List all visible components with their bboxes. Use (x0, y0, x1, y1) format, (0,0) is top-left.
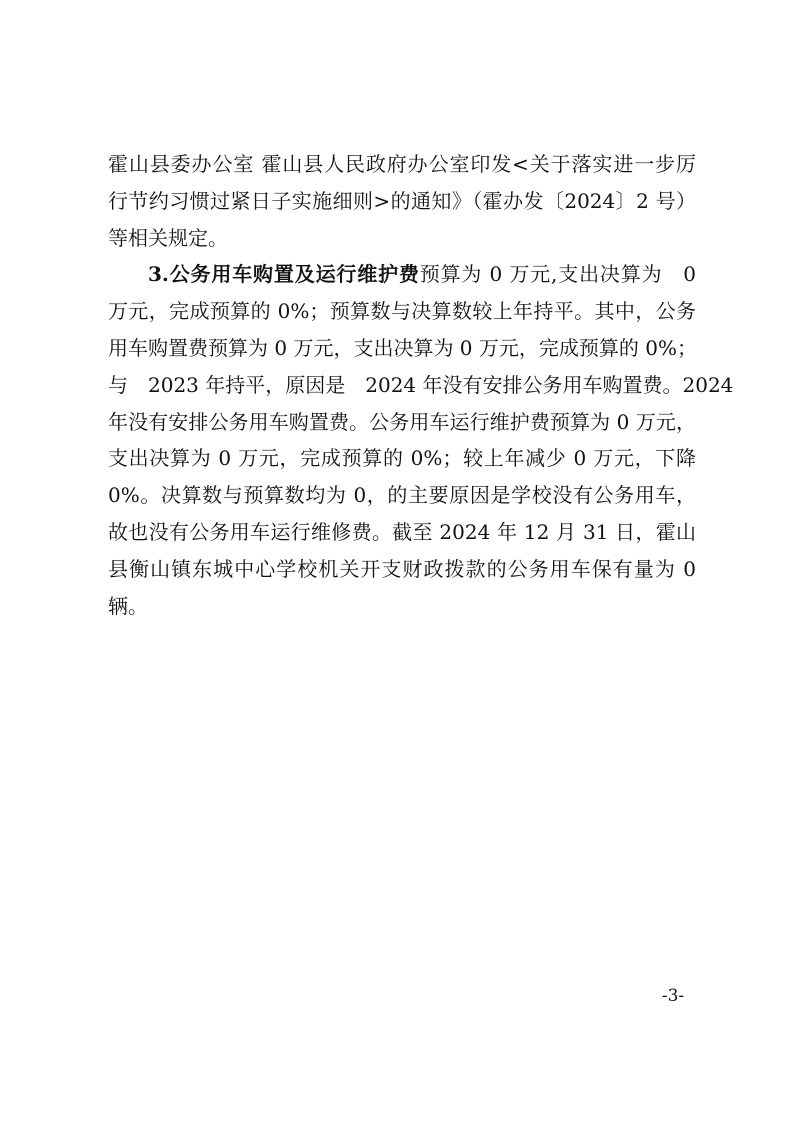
document-body (108, 146, 734, 624)
page-number: -3- (661, 986, 685, 1006)
text-line: 支出决算为 0 万元，完成预算的 0%；较上年减少 0 万元，下降 (108, 446, 696, 471)
text-fragment: 预算为 0 万元,支出决算为 0 (419, 262, 696, 287)
text-line: 等相关规定。 (108, 225, 228, 250)
text-line: 0%。决算数与预算数均为 0，的主要原因是学校没有公务用车， (108, 483, 696, 508)
text-line-first (108, 256, 696, 293)
text-line: 县衡山镇东城中心学校机关开支财政拨款的公务用车保有量为 0 (108, 556, 696, 581)
text-line: 与 2023 年持平，原因是 2024 年没有安排公务用车购置费。2024 (108, 372, 734, 397)
text-line: 年没有安排公务用车购置费。公务用车运行维护费预算为 0 万元， (108, 409, 696, 434)
paragraph-regulation-reference (108, 146, 696, 256)
text-line: 辆。 (108, 593, 148, 618)
text-line: 万元，完成预算的 0%；预算数与决算数较上年持平。其中，公务 (108, 299, 696, 324)
text-line: 行节约习惯过紧日子实施细则>的通知》（霍办发〔2024〕2 号） (108, 188, 696, 213)
text-line: 故也没有公务用车运行维修费。截至 2024 年 12 月 31 日，霍山 (108, 519, 696, 544)
paragraph-vehicle-expenses (108, 256, 734, 624)
section-heading: 3.公务用车购置及运行维护费 (148, 262, 420, 287)
text-line: 用车购置费预算为 0 万元，支出决算为 0 万元，完成预算的 0%； (108, 335, 697, 360)
text-line: 霍山县委办公室 霍山县人民政府办公室印发<关于落实进一步厉 (108, 152, 696, 176)
